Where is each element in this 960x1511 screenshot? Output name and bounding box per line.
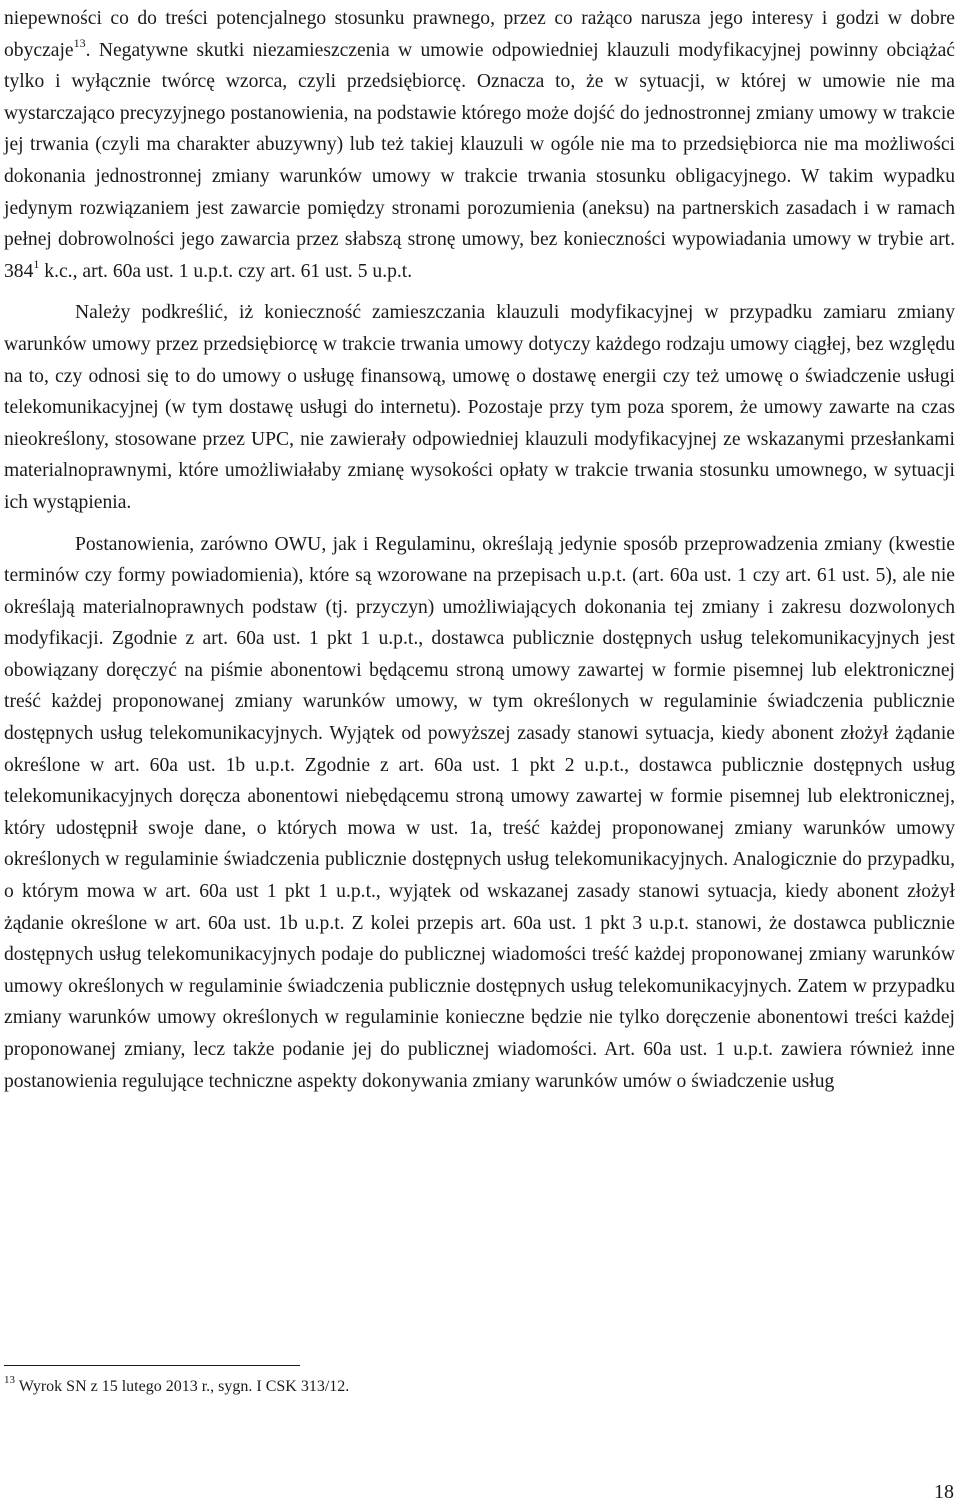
page-number: 18: [934, 1481, 954, 1503]
footnote: [4, 1373, 350, 1398]
paragraph-2: [4, 297, 955, 518]
paragraph-1-text-c: k.c., art. 60a ust. 1 u.p.t. czy art. 61 ust. 5 u.p.t.: [39, 260, 413, 282]
footnote-separator: [4, 1365, 300, 1366]
paragraph-1-text-a: niepewności co do treści potencjalnego stosunku prawnego, przez co rażąco narusza jego interesy i godzi w dobre obyczaje: [4, 8, 955, 61]
footnote-number: 13: [4, 1373, 15, 1386]
paragraph-1: [4, 0, 955, 287]
paragraph-3-text: Postanowienia, zarówno OWU, jak i Regulaminu, określają jedynie sposób przeprowadzenia zmiany (kwestie terminów czy formy powiadomienia), które są wzorowane na przepisach u.p.t. (art. 60a ust. 1 czy art. 61 ust. 5), ale nie określają materialnoprawnych podstaw (tj. przyczyn) umożliwiających dokonania tej zmiany i zakresu dozwolonych modyfikacji. Zgodnie z art. 60a ust. 1 pkt 1 u.p.t., dostawca publicznie dostępnych usług telekomunikacyjnych jest obowiązany doręczyć na piśmie abonentowi będącemu stroną umowy zawartej w formie pisemnej lub elektronicznej treść każdej proponowanej zmiany warunków umowy, w tym określonych w regulaminie świadczenia publicznie dostępnych usług telekomunikacyjnych. Wyjątek od powyższej zasady stanowi sytuacja, kiedy abonent złożył żądanie określone w art. 60a ust. 1b u.p.t. Zgodnie z art. 60a ust. 1 pkt 2 u.p.t., dostawca publicznie dostępnych usług telekomunikacyjnych doręcza abonentowi niebędącemu stroną umowy zawartej w formie pisemnej lub elektronicznej, który udostępnił swoje dane, o których mowa w ust. 1a, treść każdej proponowanej zmiany warunków umowy określonych w regulaminie świadczenia publicznie dostępnych usług telekomunikacyjnych. Analogicznie do przypadku, o którym mowa w art. 60a ust 1 pkt 1 u.p.t., wyjątek od wskazanej zasady stanowi sytuacja, kiedy abonent złożył żądanie określone w art. 60a ust. 1b u.p.t. Z kolei przepis art. 60a ust. 1 pkt 3 u.p.t. stanowi, że dostawca publicznie dostępnych usług telekomunikacyjnych podaje do publicznej wiadomości treść każdej proponowanej zmiany warunków umowy określonych w regulaminie świadczenia publicznie dostępnych usług telekomunikacyjnych. Zatem w przypadku zmiany warunków umowy określonych w regulaminie konieczne będzie nie tylko doręczenie abonentowi treści każdej proponowanej zmiany, lecz także podanie jej do publicznej wiadomości. Art. 60a ust. 1 u.p.t. zawiera również inne postanowienia regulujące techniczne aspekty dokonywania zmiany warunków umów o świadczenie usług: [4, 533, 955, 1092]
paragraph-2-text: Należy podkreślić, iż konieczność zamieszczania klauzuli modyfikacyjnej w przypadku zamiaru zmiany warunków umowy przez przedsiębiorcę w trakcie trwania umowy dotyczy każdego rodzaju umowy ciągłej, bez względu na to, czy odnosi się to do umowy o usługę finansową, umowę o dostawę energii czy też umowę o świadczenie usługi telekomunikacyjnej (w tym dostawę usługi do internetu). Pozostaje przy tym poza sporem, że umowy zawarte na czas nieokreślony, stosowane przez UPC, nie zawierały odpowiedniej klauzuli modyfikacyjnej ze wskazanymi przesłankami materialnoprawnymi, które umożliwiałaby zmianę wysokości opłaty w trakcie trwania stosunku umownego, w sytuacji ich wystąpienia.: [4, 302, 955, 513]
paragraph-1-text-b: . Negatywne skutki niezamieszczenia w umowie odpowiedniej klauzuli modyfikacyjnej powinny obciążać tylko i wyłącznie twórcę wzorca, czyli przedsiębiorcę. Oznacza to, że w sytuacji, w której w umowie nie ma wystarczająco precyzyjnego postanowienia, na podstawie którego może dojść do jednostronnej zmiany umowy w trakcie jej trwania (czyli ma charakter abuzywny) lub też takiej klauzuli w ogóle nie ma to przedsiębiorca nie ma możliwości dokonania jednostronnej zmiany warunków umowy w trakcie trwania stosunku obligacyjnego. W takim wypadku jedynym rozwiązaniem jest zawarcie pomiędzy stronami porozumienia (aneksu) na partnerskich zasadach i w ramach pełnej dobrowolności jego zawarcia przez słabszą stronę umowy, bez konieczności wypowiadania umowy w trybie art. 384: [4, 39, 955, 282]
superscript-384-1: 1: [33, 257, 40, 272]
document-page: [4, 0, 955, 1097]
paragraph-3: [4, 529, 955, 1098]
footnote-text: Wyrok SN z 15 lutego 2013 r., sygn. I CSK 313/12.: [15, 1378, 350, 1395]
footnote-ref-13: 13: [73, 36, 86, 51]
